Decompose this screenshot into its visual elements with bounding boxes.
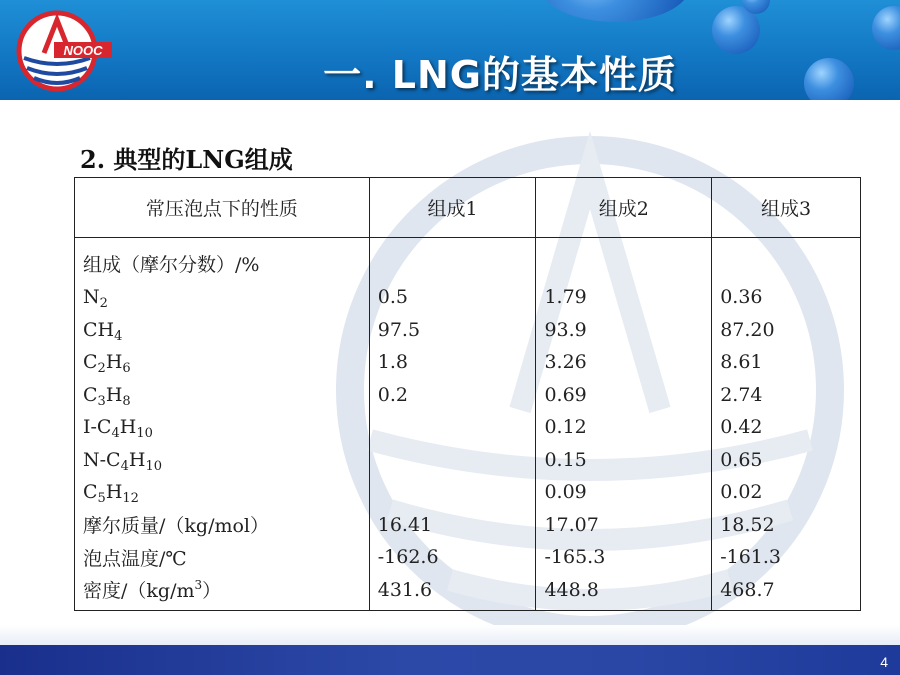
row-label (75, 574, 370, 611)
slide-title: 一. LNG的基本性质 (323, 53, 677, 97)
value-composition-2: 3.26 (536, 346, 712, 379)
formula-subscript: 2 (97, 361, 106, 377)
formula-subscript: 10 (145, 458, 162, 474)
header-banner (0, 0, 900, 100)
formula-part: H (128, 448, 146, 471)
row-label (75, 379, 370, 412)
value-composition-3: 0.65 (712, 444, 861, 477)
column-header-composition-3: 组成3 (712, 178, 861, 238)
value-composition-2: -165.3 (536, 541, 712, 574)
table-row (75, 574, 861, 611)
value-composition-2: 17.07 (536, 509, 712, 542)
table-row (75, 476, 861, 509)
formula-part: H (105, 383, 123, 406)
row-label-text: 组成（摩尔分数）/% (83, 254, 260, 276)
value-composition-1: 431.6 (369, 574, 536, 611)
section-subtitle: 2. 典型的LNG组成 (80, 145, 293, 174)
formula-subscript: 12 (122, 491, 139, 507)
table-row (75, 379, 861, 412)
row-label (75, 314, 370, 347)
value-composition-1: 0.5 (369, 281, 536, 314)
svg-text:NOOC: NOOC (63, 43, 103, 58)
formula-part: I-C (83, 416, 112, 439)
table-row (75, 444, 861, 477)
decor-bubble (804, 58, 854, 100)
value-composition-3: 8.61 (712, 346, 861, 379)
value-composition-3: 468.7 (712, 574, 861, 611)
row-label-text: 密度/（kg/m (83, 580, 195, 603)
formula-part: H (105, 351, 123, 374)
row-label (75, 281, 370, 314)
row-label (75, 444, 370, 477)
formula-subscript: 2 (99, 296, 108, 312)
formula-subscript: 4 (114, 328, 123, 344)
company-logo (14, 8, 114, 98)
table-row (75, 541, 861, 574)
value-composition-1: 0.2 (369, 379, 536, 412)
row-label (75, 541, 370, 574)
formula-subscript: 4 (120, 458, 129, 474)
value-composition-3: 87.20 (712, 314, 861, 347)
unit-superscript: 3 (194, 578, 203, 593)
value-composition-1: -162.6 (369, 541, 536, 574)
value-composition-1 (369, 238, 536, 282)
row-label (75, 346, 370, 379)
formula-part: N-C (83, 448, 121, 471)
value-composition-1 (369, 411, 536, 444)
value-composition-2: 0.69 (536, 379, 712, 412)
value-composition-3 (712, 238, 861, 282)
table-header-row (75, 178, 861, 238)
table-row (75, 411, 861, 444)
row-label-text: 摩尔质量/（kg/mol） (83, 515, 270, 538)
formula-part: N (83, 286, 100, 309)
footer-highlight (0, 625, 900, 645)
table-row (75, 238, 861, 282)
value-composition-2: 0.12 (536, 411, 712, 444)
row-label-text: 泡点温度/℃ (83, 547, 187, 570)
value-composition-1 (369, 444, 536, 477)
formula-subscript: 8 (122, 393, 131, 409)
value-composition-3: 0.02 (712, 476, 861, 509)
value-composition-3: 2.74 (712, 379, 861, 412)
value-composition-3: -161.3 (712, 541, 861, 574)
decor-bubble (540, 0, 690, 22)
value-composition-3: 0.42 (712, 411, 861, 444)
value-composition-2: 448.8 (536, 574, 712, 611)
formula-subscript: 5 (97, 491, 106, 507)
page-number: 4 (880, 654, 888, 670)
value-composition-3: 18.52 (712, 509, 861, 542)
value-composition-2: 1.79 (536, 281, 712, 314)
value-composition-2: 0.15 (536, 444, 712, 477)
formula-part: C (83, 383, 98, 406)
formula-part: H (105, 481, 123, 504)
value-composition-2: 93.9 (536, 314, 712, 347)
table-row (75, 281, 861, 314)
formula-part: C (83, 351, 98, 374)
row-label (75, 238, 370, 282)
row-label (75, 509, 370, 542)
value-composition-1: 1.8 (369, 346, 536, 379)
column-header-property: 常压泡点下的性质 (75, 178, 370, 238)
table-row (75, 314, 861, 347)
footer-bar (0, 645, 900, 675)
formula-part: CH (83, 318, 115, 341)
formula-part: H (119, 416, 137, 439)
value-composition-1: 97.5 (369, 314, 536, 347)
table-row (75, 346, 861, 379)
row-label (75, 476, 370, 509)
formula-subscript: 6 (122, 361, 131, 377)
value-composition-1: 16.41 (369, 509, 536, 542)
formula-subscript: 4 (111, 426, 120, 442)
row-label-text: ） (202, 580, 222, 603)
formula-subscript: 3 (97, 393, 106, 409)
value-composition-2 (536, 238, 712, 282)
formula-subscript: 10 (136, 426, 153, 442)
table-row (75, 509, 861, 542)
value-composition-1 (369, 476, 536, 509)
decor-bubble (872, 6, 900, 50)
column-header-composition-1: 组成1 (369, 178, 536, 238)
formula-part: C (83, 481, 98, 504)
column-header-composition-2: 组成2 (536, 178, 712, 238)
lng-composition-table (74, 177, 861, 611)
row-label (75, 411, 370, 444)
value-composition-3: 0.36 (712, 281, 861, 314)
value-composition-2: 0.09 (536, 476, 712, 509)
